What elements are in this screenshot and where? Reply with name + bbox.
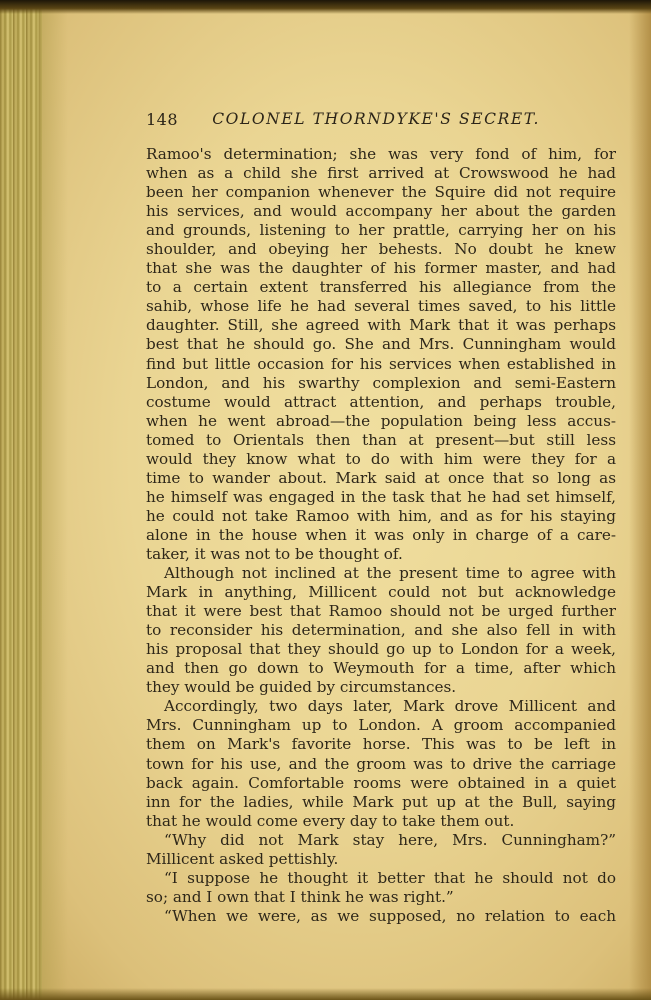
text-line: costume would attract attention, and perhaps trouble, [146,392,616,411]
text-line: shoulder, and obeying her behests. No doubt he knew [146,240,616,259]
book-spine [0,0,42,1000]
text-line: “Why did not Mark stay here, Mrs. Cunningham?” [164,830,616,849]
text-line: they would be guided by circumstances. [146,678,457,697]
text-line: Ramoo's determination; she was very fond of him, for [146,145,616,163]
text-line: sahib, whose life he had several times saved, to his little [146,297,616,316]
text-line: Mrs. Cunningham up to London. A groom accompanied [146,716,616,735]
text-line: and then go down to Weymouth for a time, after which [146,659,616,678]
text-line: London, and his swarthy complexion and semi-Eastern [146,373,616,392]
text-line: Millicent asked pettishly. [146,849,339,868]
text-line: inn for the ladies, while Mark put up at the Bull, saying [146,792,616,811]
page-edge [629,0,651,1000]
text-line: to a certain extent transferred his allegiance from the [146,278,616,297]
text-line: his services, and would accompany her about the garden [146,202,616,221]
text-line: to reconsider his determination, and she also fell in with [146,621,616,640]
text-line: and grounds, listening to her prattle, carrying her on his [146,221,616,240]
text-line: back again. Comfortable rooms were obtained in a quiet [146,773,616,792]
page-number: 148 [146,110,179,129]
text-line: alone in the house when it was only in charge of a care- [146,525,616,544]
text-line: taker, it was not to be thought of. [146,544,403,563]
text-line: “When we were, as we supposed, no relation to each [164,906,616,925]
bottom-shadow [0,988,651,1000]
text-line: his proposal that they should go up to London for a week, [146,640,616,659]
text-line: Although not inclined at the present time to agree with [164,564,616,583]
text-line: Mark in anything, Millicent could not but acknowledge [146,583,616,602]
text-line: that it were best that Ramoo should not be urged further [146,602,616,621]
text-line: when he went abroad—the population being less accus- [146,411,616,430]
text-line: time to wander about. Mark said at once that so long as [146,468,616,487]
text-line: he himself was engaged in the task that he had set himself, [146,487,616,506]
text-line: “I suppose he thought it better that he should not do [164,868,616,887]
page-header [146,110,616,134]
text-line: would they know what to do with him were they for a [146,449,616,468]
text-line: that she was the daughter of his former master, and had [146,259,616,278]
text-line: daughter. Still, she agreed with Mark that it was perhaps [146,316,616,335]
text-line: town for his use, and the groom was to drive the carriage [146,754,616,773]
text-line: so; and I own that I think he was right.” [146,887,454,906]
text-line: he could not take Ramoo with him, and as for his staying [146,506,616,525]
running-head: COLONEL THORNDYKE'S SECRET. [212,110,540,128]
text-line: that he would come every day to take them out. [146,811,515,830]
top-shadow [0,0,651,14]
text-line: them on Mark's favorite horse. This was to be left in [146,735,616,754]
body-text [146,145,616,926]
gutter-shadow [38,0,68,1000]
text-line: tomed to Orientals then than at present—but still less [146,430,616,449]
text-line: when as a child she first arrived at Crowswood he had [146,164,616,183]
text-line: Accordingly, two days later, Mark drove Millicent and [164,697,616,716]
text-line: find but little occasion for his services when established in [146,354,616,373]
text-line: been her companion whenever the Squire did not require [146,183,616,202]
text-line: best that he should go. She and Mrs. Cunningham would [146,335,616,354]
